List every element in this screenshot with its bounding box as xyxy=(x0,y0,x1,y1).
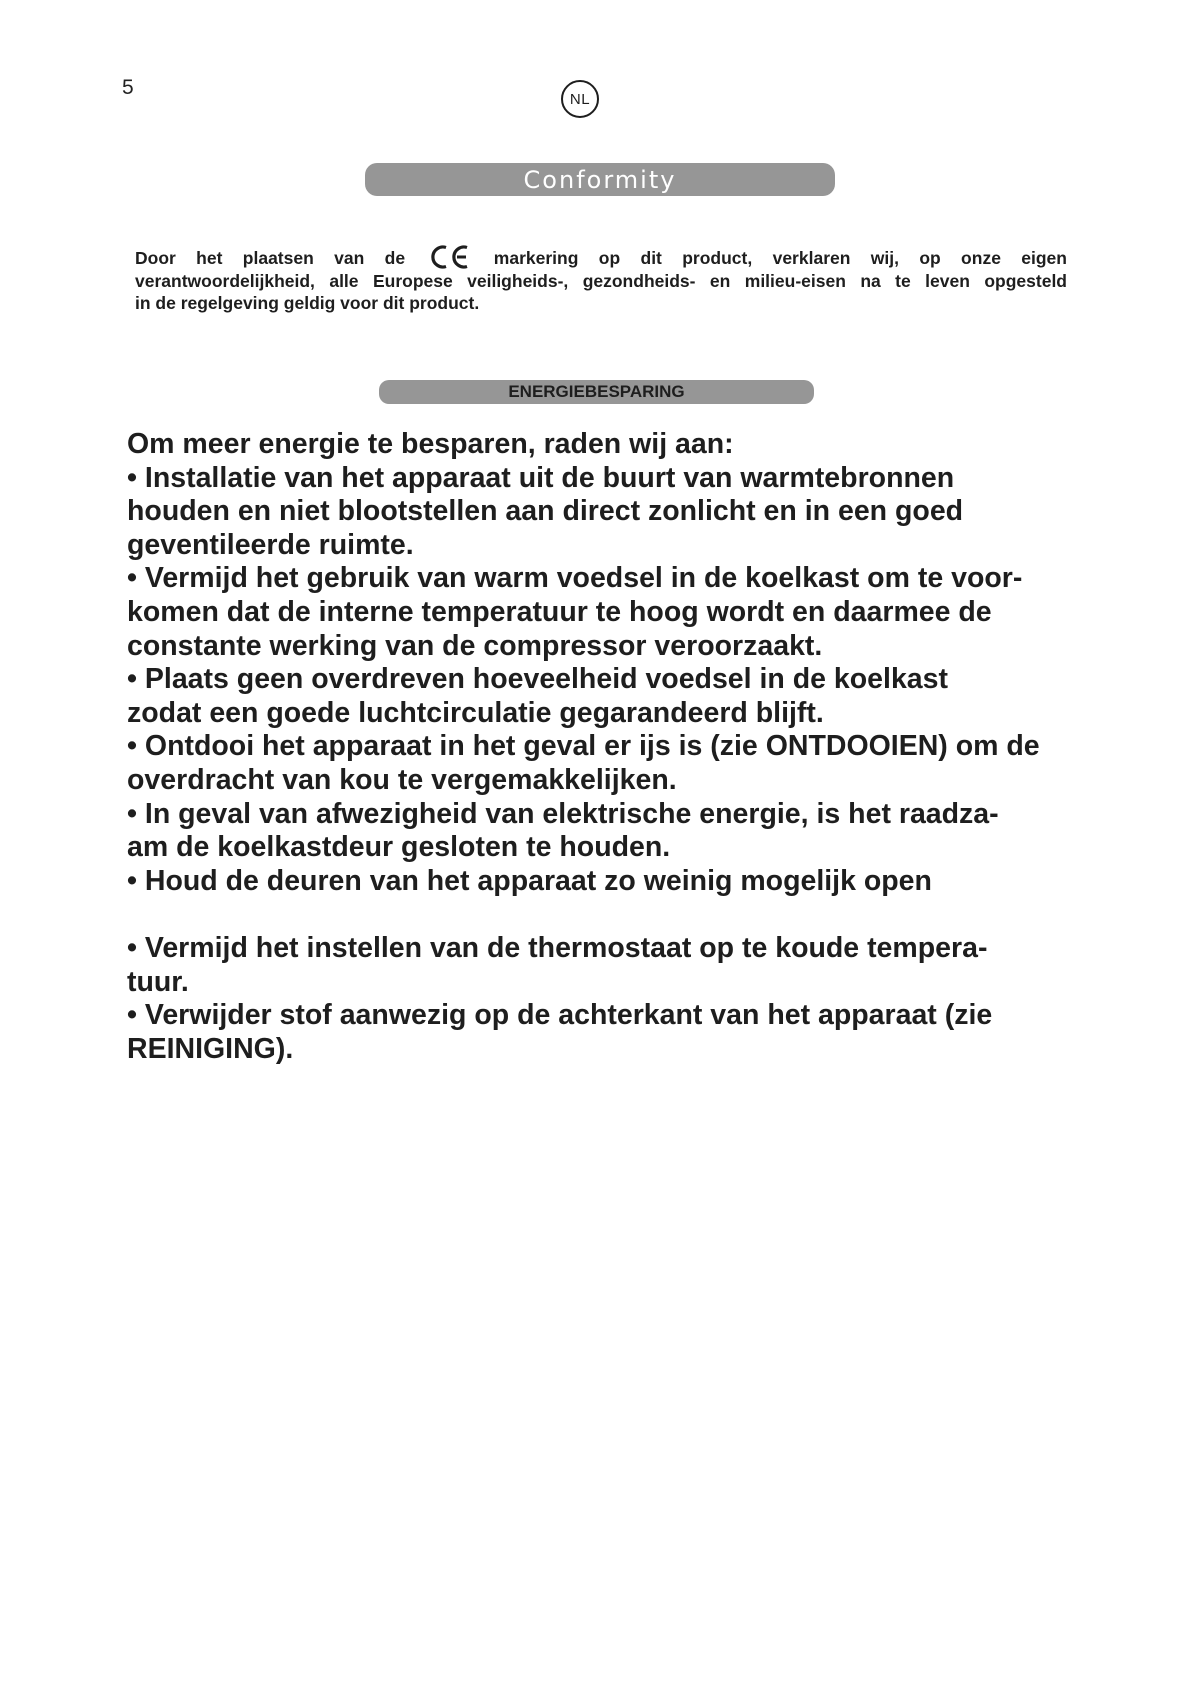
language-badge xyxy=(561,80,599,118)
conformity-line-1-before: Door het plaatsen van de xyxy=(135,248,406,268)
energy-spacer xyxy=(127,898,1087,932)
conformity-line-2: verantwoordelijkheid, alle Europese veiligheids-, gezondheids- en milieu-eisen na te leven opgesteld xyxy=(135,271,1067,291)
ce-mark-icon xyxy=(427,244,471,270)
energy-line: • Houd de deuren van het apparaat zo weinig mogelijk open xyxy=(127,864,932,897)
energy-heading-bar xyxy=(379,380,814,404)
energy-line: am de koelkastdeur gesloten te houden. xyxy=(127,831,671,864)
energy-line: REINIGING). xyxy=(127,1032,294,1065)
conformity-line-1-after: markering op dit product, verklaren wij, op onze eigen xyxy=(493,248,1067,268)
energy-line: • Installatie van het apparaat uit de buurt van warmtebronnen xyxy=(127,461,955,494)
energy-line: • Vermijd het gebruik van warm voedsel in de koelkast om te voor- xyxy=(127,562,1023,595)
energy-line: • Ontdooi het apparaat in het geval er ijs is (zie ONTDOOIEN) om de xyxy=(127,730,1040,763)
energy-line: geventileerde ruimte. xyxy=(127,528,414,561)
language-badge-label: NL xyxy=(569,90,591,108)
energy-line: • Verwijder stof aanwezig op de achterkant van het apparaat (zie xyxy=(127,999,993,1032)
energy-line: komen dat de interne temperatuur te hoog wordt en daarmee de xyxy=(127,595,992,628)
energy-line: overdracht van kou te vergemakkelijken. xyxy=(127,763,677,796)
energy-tips xyxy=(127,428,1087,1066)
energy-line: zodat een goede luchtcirculatie gegarandeerd blijft. xyxy=(127,696,824,729)
conformity-line-3: in de regelgeving geldig voor dit product. xyxy=(135,293,480,313)
page-number: 5 xyxy=(122,76,134,99)
energy-line: tuur. xyxy=(127,965,189,998)
energy-line: Om meer energie te besparen, raden wij aan: xyxy=(127,428,734,460)
conformity-paragraph xyxy=(135,244,1067,314)
energy-line: • Plaats geen overdreven hoeveelheid voedsel in de koelkast xyxy=(127,663,948,696)
energy-line: constante werking van de compressor veroorzaakt. xyxy=(127,629,823,662)
conformity-heading: Conformity xyxy=(523,165,677,194)
energy-line: • Vermijd het instellen van de thermostaat op te koude tempera- xyxy=(127,931,988,964)
conformity-heading-bar xyxy=(365,163,835,196)
energy-heading: ENERGIEBESPARING xyxy=(508,382,685,401)
conformity-line-1 xyxy=(135,244,1067,270)
energy-line: houden en niet blootstellen aan direct zonlicht en in een goed xyxy=(127,495,964,528)
energy-line: • In geval van afwezigheid van elektrische energie, is het raadza- xyxy=(127,797,999,830)
